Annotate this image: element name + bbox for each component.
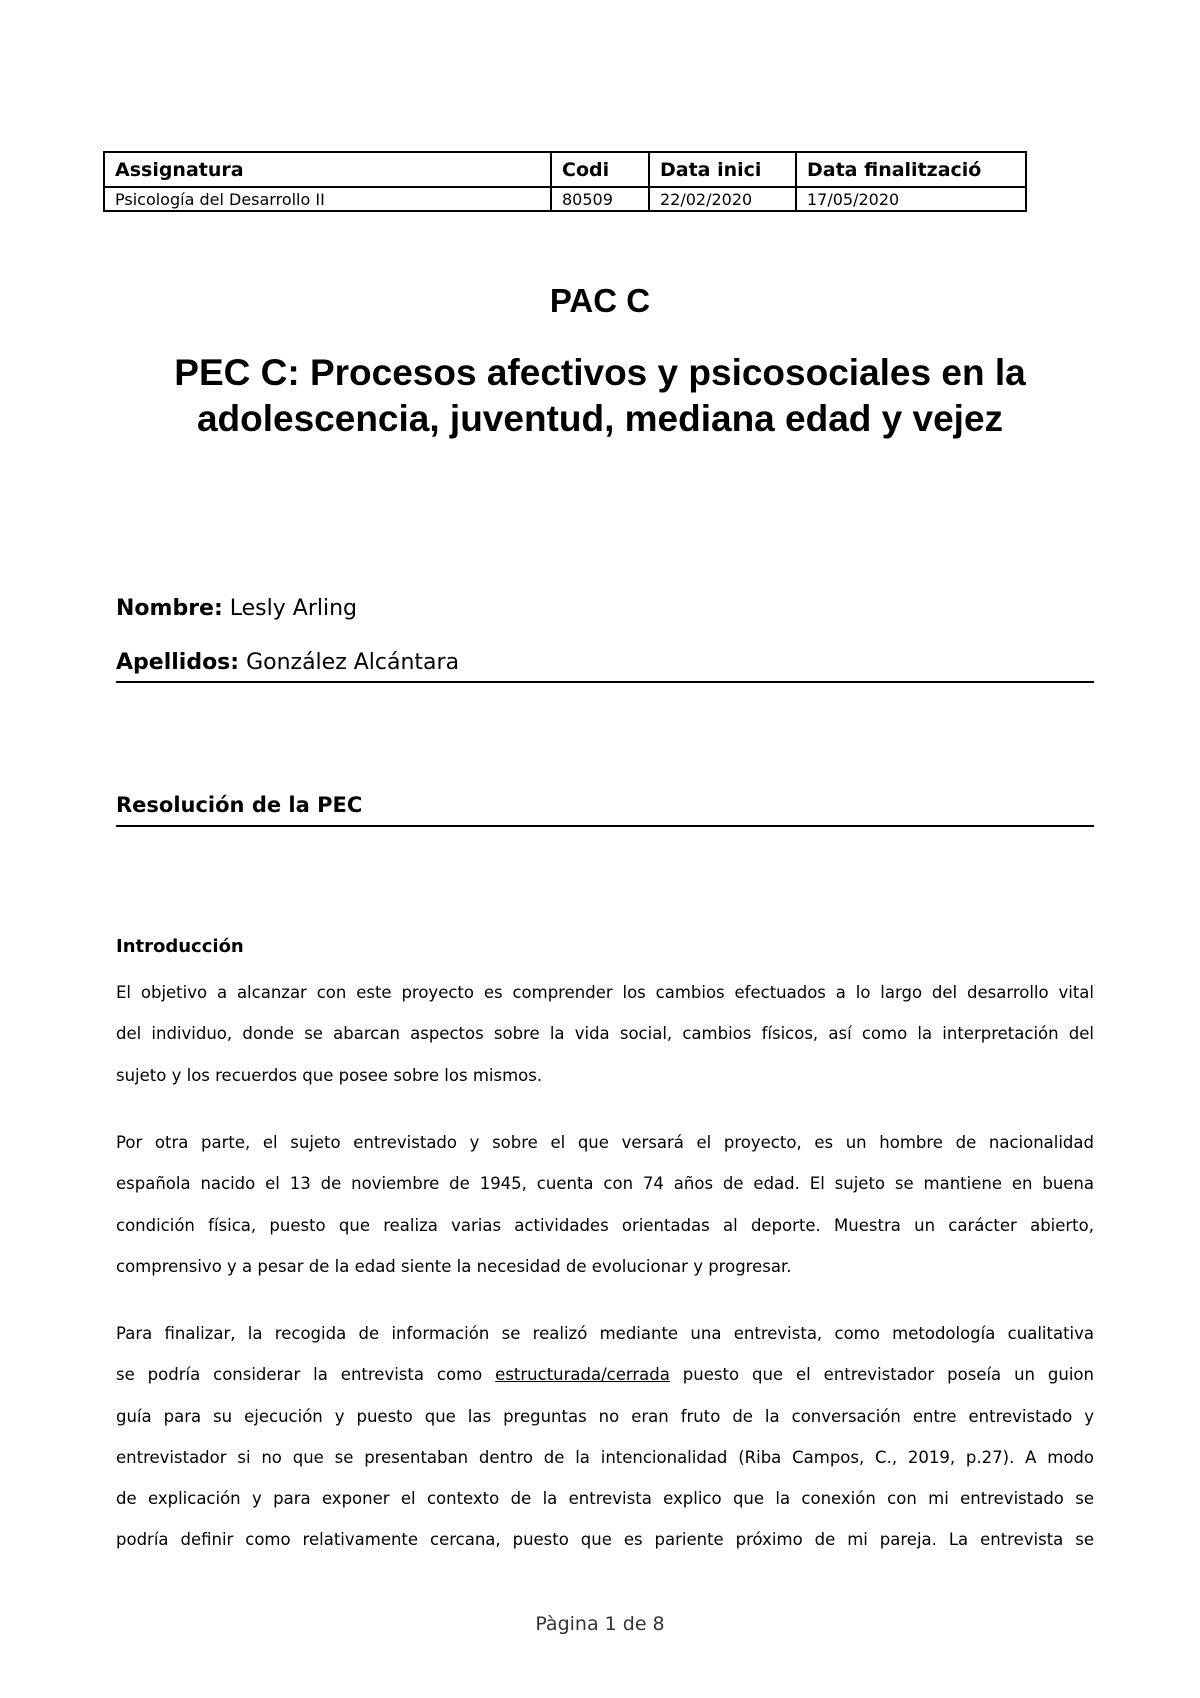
nombre-value: Lesly Arling <box>229 596 358 621</box>
nombre-label: Nombre: <box>116 596 223 621</box>
paragraph-line: Para finalizar, la recogida de información se realizó mediante una entrevista, como metodología cualitativa <box>116 1324 1094 1343</box>
introduction-heading: Introducción <box>116 936 244 957</box>
cell-data-inici: 22/02/2020 <box>649 187 796 211</box>
paragraph-1 <box>116 972 1094 1096</box>
apellidos-divider <box>116 681 1094 683</box>
table-row <box>104 187 1026 211</box>
pec-title-line-1: PEC C: Procesos afectivos y psicosociales en la <box>174 352 1026 393</box>
paragraph-line: guía para su ejecución y puesto que las preguntas no eran fruto de la conversación entre entrevistado y <box>116 1406 1094 1426</box>
paragraph-line: del individuo, donde se abarcan aspectos sobre la vida social, cambios físicos, así como la interpretación del <box>116 1024 1094 1044</box>
paragraph-line: entrevistador si no que se presentaban dentro de la intencionalidad (Riba Campos, C., 2019, p.27). A modo <box>116 1447 1094 1467</box>
apellidos-label: Apellidos: <box>116 650 240 675</box>
paragraph-line: española nacido el 13 de noviembre de 1945, cuenta con 74 años de edad. El sujeto se mantiene en buena <box>116 1174 1094 1194</box>
section-heading: Resolución de la PEC <box>116 793 363 817</box>
cell-assignatura: Psicología del Desarrollo II <box>104 187 551 211</box>
line-text: se podría considerar la entrevista como <box>116 1365 496 1385</box>
table-header-row <box>104 152 1026 187</box>
course-info-table <box>103 151 1027 212</box>
paragraph-line: condición física, puesto que realiza varias actividades orientadas al deporte. Muestra un carácter abierto, <box>116 1215 1094 1235</box>
cell-codi: 80509 <box>551 187 649 211</box>
paragraph-line: podría definir como relativamente cercana, puesto que es pariente próximo de mi pareja. La entrevista se <box>116 1530 1094 1550</box>
section-divider <box>116 825 1094 827</box>
paragraph-line: Por otra parte, el sujeto entrevistado y sobre el que versará el proyecto, es un hombre de nacionalidad <box>116 1133 1094 1152</box>
page-number-footer: Pàgina 1 de 8 <box>535 1613 665 1635</box>
apellidos-field <box>116 650 459 675</box>
line-text: puesto que el entrevistador poseía un guion <box>669 1365 1094 1385</box>
paragraph-2 <box>116 1122 1094 1287</box>
cell-data-finalitzacio: 17/05/2020 <box>796 187 1026 211</box>
header-cell-data-finalitzacio: Data finalització <box>796 152 1026 187</box>
header-cell-codi: Codi <box>551 152 649 187</box>
pec-title-line-2: adolescencia, juventud, mediana edad y vejez <box>196 398 1004 439</box>
paragraph-line: El objetivo a alcanzar con este proyecto es comprender los cambios efectuados a lo largo del desarrollo vital <box>116 983 1094 1002</box>
nombre-field <box>116 596 357 621</box>
paragraph-3 <box>116 1313 1094 1561</box>
underlined-term: estructurada/cerrada <box>495 1365 670 1385</box>
pac-title: PAC C <box>549 282 651 319</box>
header-cell-assignatura: Assignatura <box>104 152 551 187</box>
paragraph-line: comprensivo y a pesar de la edad siente la necesidad de evolucionar y progresar. <box>116 1256 792 1276</box>
pec-title <box>100 350 1100 442</box>
header-cell-data-inici: Data inici <box>649 152 796 187</box>
paragraph-line-with-underline <box>116 1354 1094 1395</box>
paragraph-line: de explicación y para exponer el contexto de la entrevista explico que la conexión con mi entrevistado se <box>116 1489 1094 1509</box>
paragraph-line: sujeto y los recuerdos que posee sobre los mismos. <box>116 1065 543 1085</box>
apellidos-value: González Alcántara <box>246 650 460 675</box>
